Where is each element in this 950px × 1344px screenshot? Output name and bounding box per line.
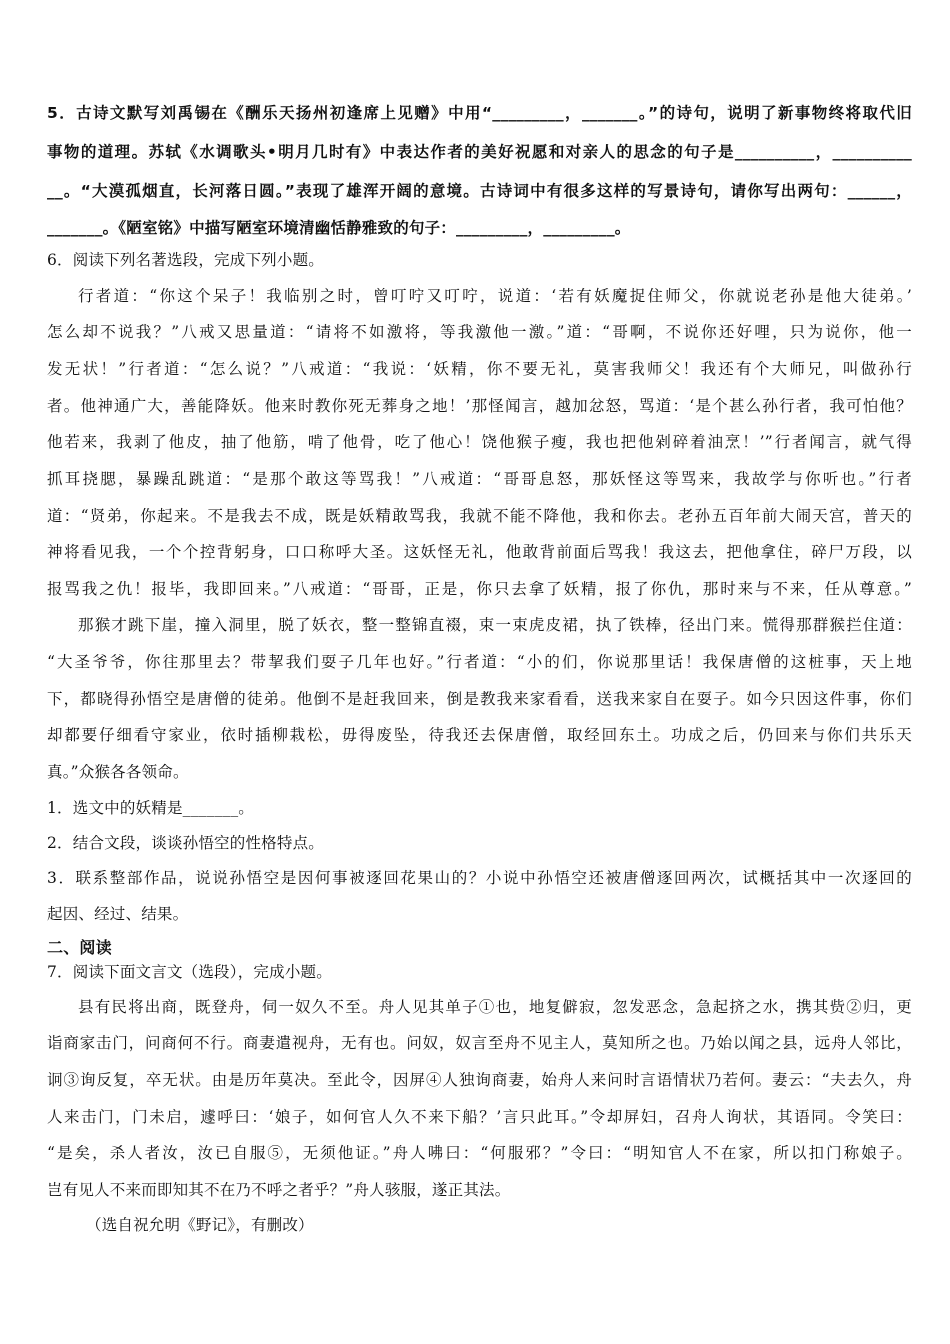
q6-p2-line: 真。”众猴各各领命。 [47, 763, 189, 781]
q6-sub-question-3-cont: 起因、经过、结果。 [47, 905, 189, 923]
q6-p2-line: “大圣爷爷，你往那里去？带挈我们耍子几年也好。”行者道：“小的们，你说那里话！我保唐僧的这桩事，天上地 [47, 653, 912, 671]
q7-intro: 7．阅读下面文言文（选段），完成小题。 [47, 963, 332, 981]
q6-p1-line: 神将看见我，一个个控背躬身，口口称呼大圣。这妖怪无礼，他敢背前面后骂我！我这去，把他拿住，碎尸万段，以 [47, 543, 912, 561]
q5-line-1: 5．古诗文默写刘禹锡在《酬乐天扬州初逢席上见赠》中用“_________，_______。”的诗句，说明了新事物终将取代旧 [47, 104, 912, 122]
q6-p1-line: 他若来，我剥了他皮，抽了他筋，啃了他骨，吃了他心！饶他猴子瘦，我也把他剁碎着油烹！’”行者闻言，就气得 [47, 433, 912, 451]
section-heading: 二、阅读 [47, 938, 112, 957]
q6-p2-line: 却都要仔细看守家业，依时插柳栽松，毋得废坠，待我还去保唐僧，取经回东土。功成之后，仍回来与你们共乐天 [47, 726, 912, 744]
q6-sub-question-3: 3．联系整部作品，说说孙悟空是因何事被逐回花果山的？小说中孙悟空还被唐僧逐回两次，试概括其中一次逐回的 [47, 869, 912, 887]
q5-line-2: 事物的道理。苏轼《水调歌头•明月几时有》中表达作者的美好祝愿和对亲人的思念的句子是__________，__________ [47, 143, 912, 161]
q6-p1-line: 抓耳挠腮，暴躁乱跳道：“是那个敢这等骂我！”八戒道：“哥哥息怒，那妖怪这等骂来，我故学与你听也。”行者 [47, 470, 912, 488]
q7-text-line: 县有民将出商，既登舟，伺一奴久不至。舟人见其单子①也，地复僻寂，忽发恶念，急起挤之水，携其赀②归，更 [78, 998, 912, 1016]
q5-line-3: __。“大漠孤烟直，长河落日圆。”表现了雄浑开阔的意境。古诗词中有很多这样的写景诗句，请你写出两句：______， [47, 182, 912, 200]
q7-text-line: 人来击门，门未启，遽呼曰：‘娘子，如何官人久不来下船？’言只此耳。”令却屏妇，召舟人询状，其语同。令笑曰： [47, 1108, 912, 1126]
q6-p1-line: 者。他神通广大，善能降妖。他来时教你死无葬身之地！’那怪闻言，越加忿怒，骂道：‘是个甚么孙行者，我可怕他？ [47, 397, 912, 415]
q6-p1-line: 道：“贤弟，你起来。不是我去不成，既是妖精敢骂我，我就不能不降他，我和你去。老孙五百年前大闹天宫，普天的 [47, 507, 912, 525]
q6-intro: 6．阅读下列名著选段，完成下列小题。 [47, 251, 324, 269]
q7-text-line: 岂有见人不来而即知其不在乃不呼之者乎？”舟人骇服，遂正其法。 [47, 1181, 511, 1199]
q7-text-line: “是矣，杀人者汝，汝已自服⑤，无须他证。”舟人咈曰：“何服邪？”令曰：“明知官人不在家，所以扣门称娘子。 [47, 1144, 912, 1162]
q6-p1-line: 行者道：“你这个呆子！我临别之时，曾叮咛又叮咛，说道：‘若有妖魔捉住师父，你就说老孙是他大徒弟。’ [78, 287, 912, 305]
q7-source-citation: （选自祝允明《野记》，有删改） [86, 1216, 314, 1234]
q7-text-line: 诇③询反复，卒无状。由是历年莫决。至此令，因屏④人独询商妻，始舟人来问时言语情状乃若何。妻云：“夫去久，舟 [47, 1071, 912, 1089]
q5-line-4: _______。《陋室铭》中描写陋室环境清幽恬静雅致的句子：_________，_________。 [47, 219, 631, 237]
q6-p1-line: 怎么却不说我？”八戒又思量道：“请将不如激将，等我激他一激。”道：“哥啊，不说你还好哩，只为说你，他一 [47, 323, 912, 341]
q6-p1-line: 发无状！”行者道：“怎么说？”八戒道：“我说：‘妖精，你不要无礼，莫害我师父！我还有个大师兄，叫做孙行 [47, 360, 912, 378]
q6-sub-question-2: 2．结合文段，谈谈孙悟空的性格特点。 [47, 834, 324, 852]
q6-p2-line: 下，都晓得孙悟空是唐僧的徒弟。他倒不是赶我回来，倒是教我来家看看，送我来家自在耍子。如今只因这件事，你们 [47, 690, 912, 708]
q6-sub-question-1: 1．选文中的妖精是_______。 [47, 799, 255, 817]
q6-p1-line: 报骂我之仇！报毕，我即回来。”八戒道：“哥哥，正是，你只去拿了妖精，报了你仇，那时来与不来，任从尊意。” [47, 580, 912, 598]
q6-p2-line: 那猴才跳下崖，撞入洞里，脱了妖衣，整一整锦直裰，束一束虎皮裙，执了铁棒，径出门来。慌得那群猴拦住道： [78, 616, 912, 634]
q7-text-line: 诣商家击门，问商何不行。商妻遣视舟，无有也。问奴，奴言至舟不见主人，莫知所之也。乃始以闻之县，远舟人邻比， [47, 1034, 912, 1052]
